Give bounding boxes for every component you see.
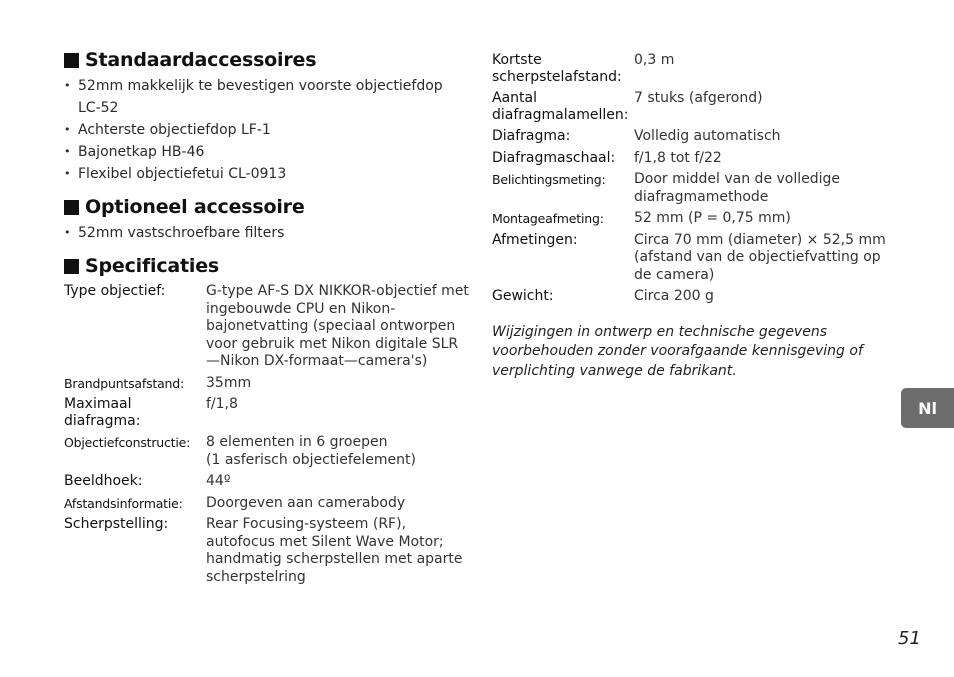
spec-label: Belichtingsmeting: bbox=[492, 172, 606, 187]
spec-label: Diafragma: bbox=[492, 128, 571, 144]
spec-value: f/1,8 bbox=[206, 396, 238, 412]
spec-value: 44º bbox=[206, 473, 231, 489]
square-bullet-icon bbox=[64, 53, 79, 68]
standard-accessories-heading bbox=[64, 48, 469, 72]
spec-label: Montageafmeting: bbox=[492, 211, 604, 226]
optional-accessory-title: Optioneel accessoire bbox=[85, 196, 305, 218]
spec-label: Diafragmaschaal: bbox=[492, 149, 616, 166]
spec-value: 7 stuks (afgerond) bbox=[634, 90, 763, 106]
spec-label: Aantal diafragmalamellen: bbox=[492, 90, 629, 123]
spec-value: 0,3 m bbox=[634, 52, 675, 68]
spec-label: Objectiefconstructie: bbox=[64, 435, 191, 450]
spec-table-right bbox=[492, 50, 892, 308]
list-item: • Achterste objectiefdop LF-1 bbox=[64, 119, 469, 141]
optional-accessory-heading bbox=[64, 195, 469, 219]
square-bullet-icon bbox=[64, 259, 79, 274]
square-bullet-icon bbox=[64, 200, 79, 215]
right-column bbox=[492, 50, 892, 381]
spec-value: Door middel van de volledige diafragmamethode bbox=[634, 171, 841, 205]
standard-accessories-list bbox=[64, 75, 469, 185]
spec-label: Beeldhoek: bbox=[64, 473, 143, 489]
spec-value: 35mm bbox=[206, 374, 252, 391]
list-item: • Bajonetkap HB-46 bbox=[64, 141, 469, 163]
spec-value: G-type AF-S DX NIKKOR-objectief met ingebouwde CPU en Nikon-bajonetvatting (speciaal ontworpen voor gebruik met Nikon digitale SLR—Nikon DX-formaat—camera's) bbox=[206, 283, 469, 369]
specifications-heading bbox=[64, 254, 469, 278]
spec-label: Type objectief: bbox=[64, 283, 166, 299]
spec-value: Volledig automatisch bbox=[634, 128, 781, 144]
spec-label: Brandpuntsafstand: bbox=[64, 375, 185, 391]
spec-value: Rear Focusing-systeem (RF), autofocus met Silent Wave Motor; handmatig scherpstellen met aparte scherpstelring bbox=[206, 516, 463, 585]
spec-label: Afstandsinformatie: bbox=[64, 495, 183, 511]
spec-value: f/1,8 tot f/22 bbox=[634, 149, 722, 166]
spec-value: Doorgeven aan camerabody bbox=[206, 494, 406, 511]
list-item: • 52mm makkelijk te bevestigen voorste objectiefdop LC-52 bbox=[64, 75, 469, 119]
spec-value: 52 mm (P = 0,75 mm) bbox=[634, 210, 791, 226]
optional-accessory-list bbox=[64, 222, 469, 244]
spec-value: Circa 70 mm (diameter) × 52,5 mm (afstand van de objectiefvatting op de camera) bbox=[634, 231, 886, 283]
list-item: • Flexibel objectiefetui CL-0913 bbox=[64, 163, 469, 185]
spec-label: Gewicht: bbox=[492, 288, 554, 304]
spec-table-left bbox=[64, 281, 469, 588]
list-item: • 52mm vastschroefbare filters bbox=[64, 222, 469, 244]
spec-value: Circa 200 g bbox=[634, 288, 714, 304]
spec-label: Maximaal diafragma: bbox=[64, 396, 141, 429]
spec-label: Kortste scherpstelafstand: bbox=[492, 52, 622, 85]
spec-label: Afmetingen: bbox=[492, 231, 578, 248]
standard-accessories-title: Standaardaccessoires bbox=[85, 49, 317, 71]
language-tab: Nl bbox=[901, 388, 954, 428]
specifications-title: Specificaties bbox=[85, 255, 219, 277]
left-column bbox=[64, 48, 469, 588]
spec-label: Scherpstelling: bbox=[64, 516, 169, 532]
disclaimer-note: Wijzigingen in ontwerp en technische gegevens voorbehouden zonder voorafgaande kennisgeving of verplichting vanwege de fabrikant. bbox=[492, 323, 863, 379]
spec-value: 8 elementen in 6 groepen (1 asferisch objectiefelement) bbox=[206, 434, 416, 468]
page-number: 51 bbox=[898, 628, 921, 649]
